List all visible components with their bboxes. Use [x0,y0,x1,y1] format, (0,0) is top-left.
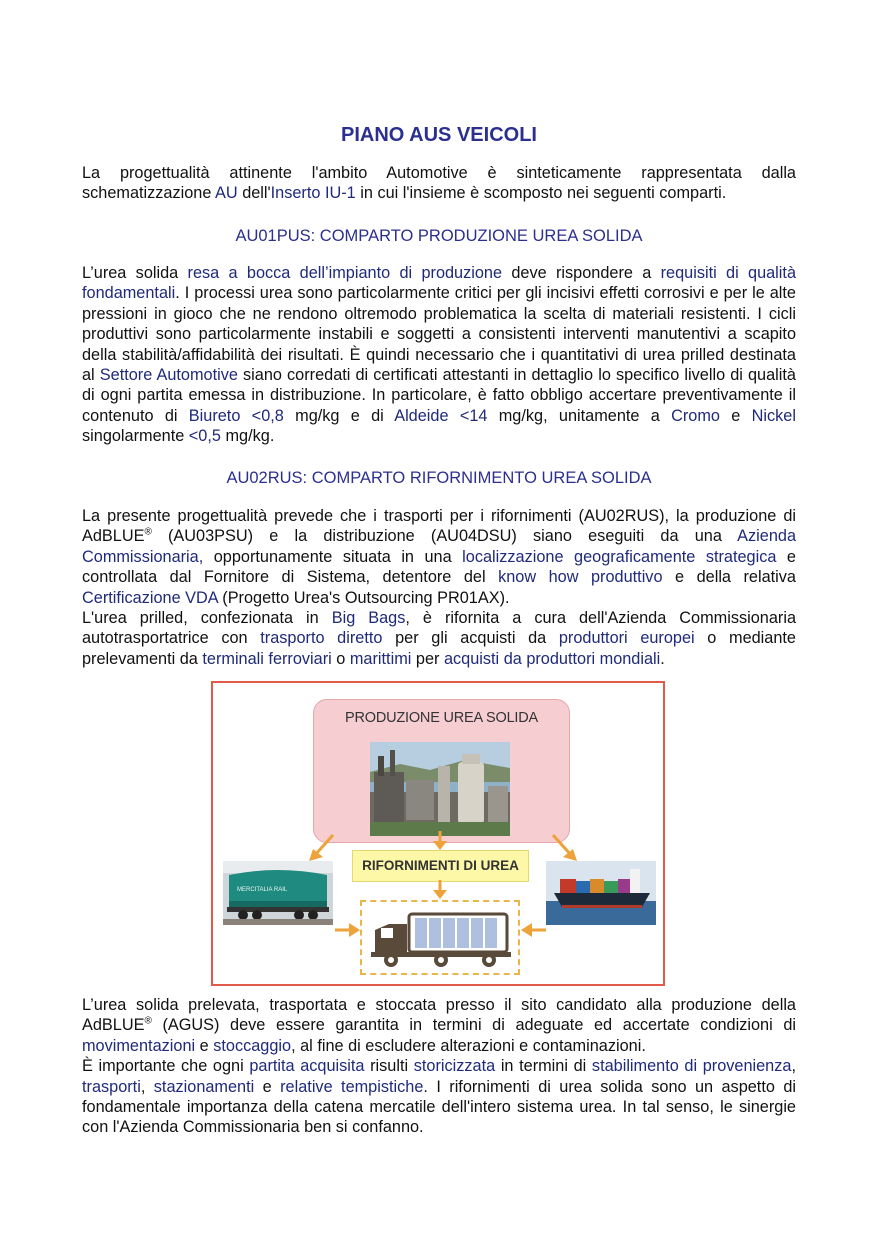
text: . I processi urea sono particolarmente critici per gli incisivi effetti corrosivi e per le alte pressioni in gioco che ne rendono oltremodo problematica la scelta di materiali resistenti. I cicli produttivi sono particolarmente instabili e soggetti a consistenti interventi manutentivi a scapito della stabilità/affidabilità dei risultati. È quindi necessario che i quantitativi di urea prilled destinata al [82,284,796,385]
link-stazionamenti[interactable]: stazionamenti [153,1077,255,1096]
link-trasporto[interactable]: trasporto diretto [260,629,383,648]
link-cromo[interactable]: Cromo [671,406,720,425]
text: (Progetto Urea's Outsourcing PR01AX). [217,588,510,607]
text: e [195,1036,214,1055]
link-storicizzata[interactable]: storicizzata [413,1057,496,1076]
supply-diagram [211,681,665,986]
link-nickel[interactable]: Nickel [751,406,796,425]
page-title: PIANO AUS VEICOLI [341,124,537,146]
text: singolarmente [82,427,189,446]
text: , al fine di escludere alterazioni e contaminazioni. [291,1036,646,1055]
link-stabilimento[interactable]: stabilimento di provenienza [591,1057,792,1076]
link-trasporti[interactable]: trasporti [82,1077,141,1096]
truck-icon [371,908,511,968]
link-au[interactable]: AU [215,184,238,203]
text: La presente progettualità prevede che i trasporti per i rifornimenti (AU02RUS), la produzione di AdBLUE [82,507,796,546]
link-produttori-mondiali[interactable]: acquisti da produttori mondiali [443,649,661,668]
text: , [791,1057,796,1076]
arrow-down-left-icon [307,833,337,863]
truck-box [360,900,520,975]
link-tempistiche[interactable]: relative tempistiche [280,1077,424,1096]
arrow-right-icon [335,921,361,939]
link-terminali[interactable]: terminali ferroviari [202,649,332,668]
intro-paragraph [82,163,796,204]
link-settore[interactable]: Settore Automotive [99,366,238,385]
registered-mark: ® [144,526,152,538]
link-movimentazioni[interactable]: movimentazioni [82,1036,196,1055]
text: deve rispondere a [502,264,661,282]
link-big-bags[interactable]: Big Bags [331,609,406,628]
text: e della relativa [662,568,796,587]
text: . [660,649,665,668]
section1-paragraph [82,263,796,447]
section-heading-au01pus: AU01PUS: COMPARTO PRODUZIONE UREA SOLIDA [235,227,643,245]
link-certificazione[interactable]: Certificazione VDA [82,588,218,607]
cargo-ship-image [546,861,656,925]
factory-image [370,742,510,836]
text: per gli acquisti da [382,629,559,648]
link-azienda[interactable]: Azienda Commissionaria, [82,527,796,566]
link-stoccaggio[interactable]: stoccaggio [213,1036,292,1055]
text: , [140,1077,154,1096]
text: mg/kg e di [283,406,395,425]
train-wagon-image [223,861,333,925]
text: L'urea prilled, confezionata in [82,609,332,628]
text: opportunamente situata in una [203,547,463,566]
link-requisiti[interactable]: requisiti di qualità fondamentali [82,264,796,303]
link-aldeide[interactable]: Aldeide <14 [394,406,488,425]
text: siano corredati di certificati attestanti in dettaglio lo specifico livello di qualità di ogni partita emessa in distribuzione. In particolare, è fatto obbligo accertare preventivamente il contenuto di [82,366,796,425]
text: , è rifornita a cura dell'Azienda Commissionaria autotrasportatrice con [82,609,796,648]
text: mg/kg. [220,427,275,446]
arrow-down-right-icon [549,833,579,863]
text: (AGUS) deve essere garantita in termini di adeguate ed accertate condizioni di [151,1016,796,1035]
text: in termini di [495,1057,592,1076]
text: dell' [237,184,271,203]
text: o [331,649,350,668]
text: (AU03PSU) e la distribuzione (AU04DSU) siano eseguiti da una [151,527,738,546]
text: e controllata dal Fornitore di Sistema, detentore del [82,547,796,587]
link-limit[interactable]: <0,5 [188,427,221,446]
section2-paragraph [82,506,796,669]
section-heading-au02rus: AU02RUS: COMPARTO RIFORNIMENTO UREA SOLIDA [226,469,652,487]
link-know-how[interactable]: know how produttivo [498,568,663,587]
text: L’urea solida prelevata, trasportata e stoccata presso il sito candidato alla produzione della AdBLUE [82,996,796,1035]
text: risulti [364,1057,414,1076]
train-logo-text: MERCITALIA RAIL [237,887,288,893]
text: La progettualità attinente l'ambito Automotive è sinteticamente rappresentata dalla schematizzazione [82,164,796,203]
text: e [254,1077,281,1096]
arrow-down-icon [431,880,449,900]
arrow-down-icon [431,831,449,851]
text: per [411,649,444,668]
text: e [719,406,752,425]
text: o mediante prelevamenti da [82,629,796,668]
production-label: PRODUZIONE UREA SOLIDA [345,710,538,726]
closing-paragraph [82,995,796,1138]
arrow-left-icon [520,921,546,939]
registered-mark: ® [144,1015,152,1027]
text: . I rifornimenti di urea solida sono un aspetto di fondamentale importanza della catena mercatile dell'intero sistema urea. In tal senso, le sinergie con l'Azienda Commissionaria ben si confanno. [82,1077,796,1137]
text: mg/kg, unitamente a [487,406,672,425]
link-inserto[interactable]: Inserto IU-1 [270,184,356,203]
refuel-label: RIFORNIMENTI DI UREA [352,850,529,882]
text: in cui l'insieme è scomposto nei seguenti comparti. [355,184,727,203]
production-box [313,699,570,843]
link-marittimi[interactable]: marittimi [349,649,412,668]
link-biureto[interactable]: Biureto <0,8 [188,406,284,425]
link-impianto[interactable]: resa a bocca dell’impianto di produzione [187,264,503,282]
link-localizzazione[interactable]: localizzazione geograficamente strategica [462,547,777,566]
text: L’urea solida [82,264,188,282]
link-produttori-europei[interactable]: produttori europei [558,629,695,648]
text: È importante che ogni [82,1057,250,1076]
link-partita[interactable]: partita acquisita [249,1057,365,1076]
